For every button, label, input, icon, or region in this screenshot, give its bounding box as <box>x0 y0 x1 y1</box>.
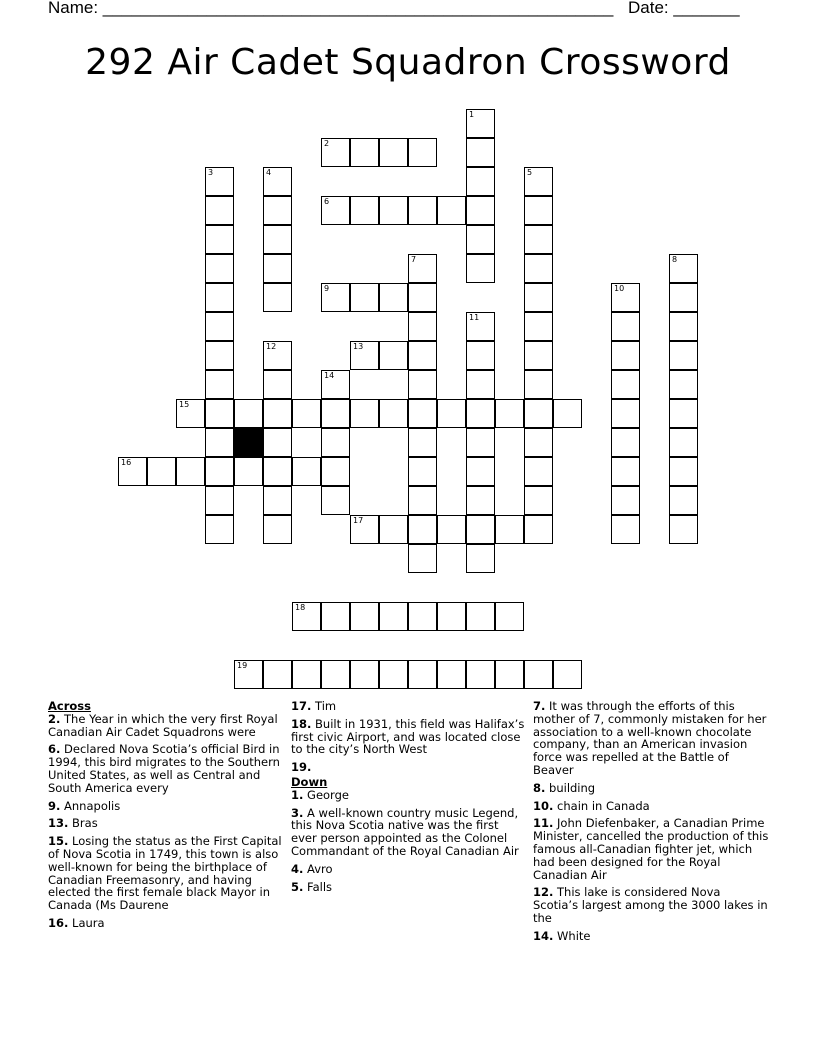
grid-cell[interactable] <box>466 370 495 399</box>
clues-column-1 <box>48 700 282 935</box>
grid-cell[interactable] <box>524 457 553 486</box>
grid-cell[interactable] <box>669 283 698 312</box>
grid-cell[interactable] <box>379 399 408 428</box>
clue-number-3: 3 <box>208 168 214 177</box>
grid-cell[interactable] <box>147 457 176 486</box>
clue-text: Falls <box>303 879 333 894</box>
grid-cell[interactable] <box>495 399 524 428</box>
grid-cell[interactable] <box>321 283 350 312</box>
grid-cell[interactable] <box>524 254 553 283</box>
clue-number-10: 10 <box>614 284 625 293</box>
clue-number-16: 16 <box>121 458 132 467</box>
grid-cell[interactable] <box>350 283 379 312</box>
grid-cell[interactable] <box>611 370 640 399</box>
clue-text: White <box>553 928 591 943</box>
clue-item <box>533 782 769 795</box>
grid-cell[interactable] <box>379 660 408 689</box>
clue-text: Bras <box>68 816 98 831</box>
grid-cell[interactable] <box>350 341 379 370</box>
grid-cell[interactable] <box>408 138 437 167</box>
grid-cell[interactable] <box>350 196 379 225</box>
grid-cell[interactable] <box>263 515 292 544</box>
down-heading: Down <box>291 774 328 789</box>
clue-text: John Diefenbaker, a Canadian Prime Minister, cancelled the production of this famous all-Canadian fighter jet, which had been designed for the Royal Canadian Air <box>533 816 769 882</box>
grid-cell[interactable] <box>205 167 234 196</box>
clue-text: Built in 1931, this field was Halifax’s first civic Airport, and was located close to the city’s North West <box>291 716 525 757</box>
clue-item <box>48 800 282 813</box>
clue-number-14: 14 <box>324 371 335 380</box>
grid-cell[interactable] <box>321 399 350 428</box>
grid-cell[interactable] <box>408 544 437 573</box>
clue-text: The Year in which the very first Royal Canadian Air Cadet Squadrons were <box>48 711 278 739</box>
grid-cell[interactable] <box>611 515 640 544</box>
grid-cell[interactable] <box>379 602 408 631</box>
page-title: 292 Air Cadet Squadron Crossword <box>85 42 731 83</box>
clue-text: Avro <box>303 861 333 876</box>
grid-cell[interactable] <box>466 138 495 167</box>
clue-item <box>291 789 527 802</box>
clue-number: 5. <box>291 879 304 894</box>
clue-item <box>533 800 769 813</box>
clue-number-19: 19 <box>237 661 248 670</box>
grid-cell[interactable] <box>466 428 495 457</box>
clue-text: It was through the efforts of this mother of 7, commonly mistaken for her association to a well-known chocolate company, than an American invasion force was repelled at the Battle of Beaver <box>533 699 767 777</box>
clue-item <box>48 835 282 912</box>
clue-number: 18. <box>291 716 312 731</box>
clue-number: 19. <box>291 760 312 775</box>
clue-item <box>48 713 282 739</box>
clue-item <box>291 761 527 774</box>
grid-cell[interactable] <box>263 660 292 689</box>
grid-cell[interactable] <box>321 457 350 486</box>
grid-cell[interactable] <box>553 399 582 428</box>
grid-cell[interactable] <box>205 428 234 457</box>
grid-cell[interactable] <box>205 486 234 515</box>
clue-number-9: 9 <box>324 284 330 293</box>
clue-number: 9. <box>48 798 61 813</box>
grid-cell[interactable] <box>524 515 553 544</box>
grid-cell[interactable] <box>263 254 292 283</box>
grid-cell[interactable] <box>321 196 350 225</box>
clue-number-13: 13 <box>353 342 364 351</box>
grid-cell[interactable] <box>611 341 640 370</box>
clue-number-2: 2 <box>324 139 330 148</box>
grid-cell[interactable] <box>321 486 350 515</box>
grid-cell[interactable] <box>350 660 379 689</box>
grid-cell[interactable] <box>321 660 350 689</box>
grid-cell[interactable] <box>611 312 640 341</box>
grid-cell[interactable] <box>437 602 466 631</box>
clue-number: 15. <box>48 834 69 849</box>
grid-cell[interactable] <box>379 196 408 225</box>
grid-cell[interactable] <box>466 109 495 138</box>
grid-cell[interactable] <box>263 167 292 196</box>
clue-number-6: 6 <box>324 197 330 206</box>
clue-item <box>533 930 769 943</box>
grid-cell[interactable] <box>466 312 495 341</box>
grid-cell[interactable] <box>553 660 582 689</box>
clue-number: 8. <box>533 780 546 795</box>
clue-item <box>533 700 769 777</box>
clue-text: Tim <box>311 699 337 713</box>
grid-cell[interactable] <box>669 428 698 457</box>
grid-cell[interactable] <box>466 341 495 370</box>
grid-cell[interactable] <box>205 254 234 283</box>
clue-item <box>533 886 769 924</box>
clue-text: Losing the status as the First Capital of Nova Scotia in 1749, this town is also well-known for being the birthplace of Canadian Freemasonry, and having elected the first female black Mayor in Canada (Ms Daurene <box>48 834 282 913</box>
clue-item <box>48 817 282 830</box>
grid-cell[interactable] <box>437 515 466 544</box>
clue-number: 3. <box>291 805 304 820</box>
grid-cell[interactable] <box>379 283 408 312</box>
clue-number: 10. <box>533 798 554 813</box>
grid-cell[interactable] <box>350 138 379 167</box>
grid-cell[interactable] <box>263 486 292 515</box>
grid-cell[interactable] <box>408 283 437 312</box>
grid-cell[interactable] <box>669 370 698 399</box>
grid-cell[interactable] <box>466 399 495 428</box>
grid-cell[interactable] <box>263 457 292 486</box>
grid-cell[interactable] <box>408 457 437 486</box>
clues-column-2 <box>291 700 527 898</box>
grid-cell[interactable] <box>495 515 524 544</box>
grid-cell[interactable] <box>205 341 234 370</box>
grid-cell[interactable] <box>495 660 524 689</box>
clues-column-3 <box>533 700 769 948</box>
grid-cell[interactable] <box>611 428 640 457</box>
clue-number: 14. <box>533 928 554 943</box>
black-cell <box>234 428 263 457</box>
clue-text: building <box>545 780 596 795</box>
grid-cell[interactable] <box>234 457 263 486</box>
clue-number: 16. <box>48 915 69 930</box>
clue-number: 2. <box>48 711 61 726</box>
grid-cell[interactable] <box>263 428 292 457</box>
clue-number-18: 18 <box>295 603 306 612</box>
clue-number-8: 8 <box>672 255 678 264</box>
grid-cell[interactable] <box>524 370 553 399</box>
grid-cell[interactable] <box>524 341 553 370</box>
grid-cell[interactable] <box>263 225 292 254</box>
grid-cell[interactable] <box>669 399 698 428</box>
grid-cell[interactable] <box>205 370 234 399</box>
grid-cell[interactable] <box>263 370 292 399</box>
clue-number-17: 17 <box>353 516 364 525</box>
grid-cell[interactable] <box>408 196 437 225</box>
header-line <box>48 0 748 20</box>
clue-number-15: 15 <box>179 400 190 409</box>
grid-cell[interactable] <box>669 312 698 341</box>
grid-cell[interactable] <box>408 341 437 370</box>
grid-cell[interactable] <box>524 225 553 254</box>
grid-cell[interactable] <box>350 515 379 544</box>
grid-cell[interactable] <box>524 196 553 225</box>
grid-cell[interactable] <box>205 196 234 225</box>
grid-cell[interactable] <box>669 341 698 370</box>
clue-number-4: 4 <box>266 168 272 177</box>
grid-cell[interactable] <box>379 341 408 370</box>
grid-cell[interactable] <box>234 399 263 428</box>
grid-cell[interactable] <box>466 225 495 254</box>
grid-cell[interactable] <box>611 399 640 428</box>
clue-item <box>291 718 527 756</box>
grid-cell[interactable] <box>408 370 437 399</box>
clue-number-1: 1 <box>469 110 475 119</box>
grid-cell[interactable] <box>321 428 350 457</box>
grid-cell[interactable] <box>524 312 553 341</box>
grid-cell[interactable] <box>524 428 553 457</box>
grid-cell[interactable] <box>466 167 495 196</box>
grid-cell[interactable] <box>408 602 437 631</box>
grid-cell[interactable] <box>437 399 466 428</box>
grid-cell[interactable] <box>205 312 234 341</box>
across-heading: Across <box>48 699 91 713</box>
grid-cell[interactable] <box>263 399 292 428</box>
grid-cell[interactable] <box>292 602 321 631</box>
clue-number: 11. <box>533 816 554 831</box>
grid-cell[interactable] <box>524 399 553 428</box>
clue-number: 7. <box>533 699 546 713</box>
grid-cell[interactable] <box>669 457 698 486</box>
grid-cell[interactable] <box>408 428 437 457</box>
clue-number-5: 5 <box>527 168 533 177</box>
clue-item <box>48 743 282 794</box>
grid-cell[interactable] <box>408 660 437 689</box>
clue-number-12: 12 <box>266 342 277 351</box>
grid-cell[interactable] <box>321 602 350 631</box>
clue-text: Annapolis <box>60 798 121 813</box>
clue-text: This lake is considered Nova Scotia’s largest among the 3000 lakes in the <box>533 885 768 925</box>
clue-item <box>291 881 527 894</box>
grid-cell[interactable] <box>524 283 553 312</box>
grid-cell[interactable] <box>669 515 698 544</box>
grid-cell[interactable] <box>466 602 495 631</box>
grid-cell[interactable] <box>205 515 234 544</box>
grid-cell[interactable] <box>611 283 640 312</box>
grid-cell[interactable] <box>321 370 350 399</box>
grid-cell[interactable] <box>611 486 640 515</box>
clue-number: 1. <box>291 787 304 802</box>
grid-cell[interactable] <box>263 196 292 225</box>
clue-text: Declared Nova Scotia’s official Bird in 1994, this bird migrates to the Southern United States, as well as Central and South America every <box>48 742 280 795</box>
grid-cell[interactable] <box>263 283 292 312</box>
grid-cell[interactable] <box>466 486 495 515</box>
clue-item <box>533 817 769 881</box>
clue-item <box>48 917 282 930</box>
grid-cell[interactable] <box>350 399 379 428</box>
grid-cell[interactable] <box>466 457 495 486</box>
grid-cell[interactable] <box>205 457 234 486</box>
clue-item <box>291 863 527 876</box>
grid-cell[interactable] <box>466 660 495 689</box>
grid-cell[interactable] <box>350 602 379 631</box>
grid-cell[interactable] <box>466 254 495 283</box>
grid-cell[interactable] <box>408 399 437 428</box>
grid-cell[interactable] <box>466 515 495 544</box>
grid-cell[interactable] <box>466 196 495 225</box>
clue-text: Laura <box>68 915 105 930</box>
clue-number: 4. <box>291 861 304 876</box>
clue-number: 6. <box>48 742 61 757</box>
grid-cell[interactable] <box>437 196 466 225</box>
grid-cell[interactable] <box>408 254 437 283</box>
grid-cell[interactable] <box>176 399 205 428</box>
grid-cell[interactable] <box>524 167 553 196</box>
clue-text: A well-known country music Legend, this Nova Scotia native was the first ever person appointed as the Colonel Commandant of the Royal Canadian Air <box>291 805 519 858</box>
clue-number-11: 11 <box>469 313 480 322</box>
name-field-label[interactable]: Name: ______________________________________________________ <box>48 0 614 17</box>
grid-cell[interactable] <box>321 138 350 167</box>
clue-text: chain in Canada <box>553 798 650 813</box>
grid-cell[interactable] <box>669 254 698 283</box>
grid-cell[interactable] <box>176 457 205 486</box>
clue-item <box>291 700 527 713</box>
grid-cell[interactable] <box>292 660 321 689</box>
grid-cell[interactable] <box>524 660 553 689</box>
date-field-label[interactable]: Date: _______ <box>628 0 740 17</box>
grid-cell[interactable] <box>669 486 698 515</box>
grid-cell[interactable] <box>118 457 147 486</box>
grid-cell[interactable] <box>292 457 321 486</box>
clue-number: 13. <box>48 816 69 831</box>
grid-cell[interactable] <box>292 399 321 428</box>
grid-cell[interactable] <box>205 225 234 254</box>
grid-cell[interactable] <box>234 660 263 689</box>
grid-cell[interactable] <box>437 660 466 689</box>
clue-number: 17. <box>291 699 312 713</box>
grid-cell[interactable] <box>611 457 640 486</box>
grid-cell[interactable] <box>408 312 437 341</box>
grid-cell[interactable] <box>205 399 234 428</box>
grid-cell[interactable] <box>408 515 437 544</box>
clue-text: George <box>303 787 349 802</box>
grid-cell[interactable] <box>408 486 437 515</box>
grid-cell[interactable] <box>466 544 495 573</box>
grid-cell[interactable] <box>379 138 408 167</box>
grid-cell[interactable] <box>524 486 553 515</box>
grid-cell[interactable] <box>263 341 292 370</box>
grid-cell[interactable] <box>379 515 408 544</box>
clue-number-7: 7 <box>411 255 417 264</box>
clue-item <box>291 807 527 858</box>
grid-cell[interactable] <box>495 602 524 631</box>
clue-number: 12. <box>533 885 554 900</box>
grid-cell[interactable] <box>205 283 234 312</box>
